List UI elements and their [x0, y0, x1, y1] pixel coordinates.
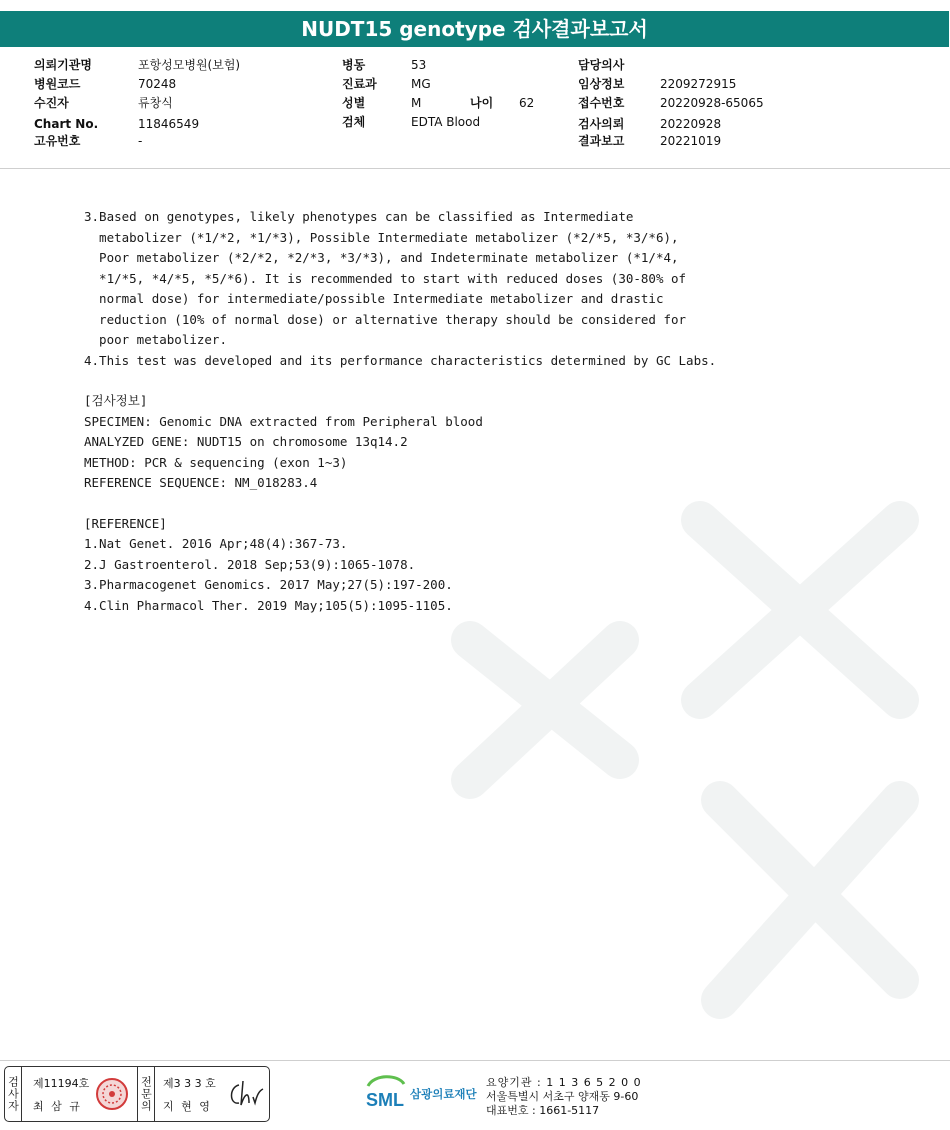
- signature-box: [4, 1066, 270, 1122]
- value-department: MG: [411, 77, 431, 91]
- svg-text:SML: SML: [366, 1090, 404, 1110]
- reference-item: 3.Pharmacogenet Genomics. 2017 May;27(5):197-200.: [84, 577, 453, 592]
- label-clinical-info: 임상정보: [578, 77, 625, 91]
- note-line: poor metabolizer.: [84, 332, 227, 347]
- address: 서울특별시 서초구 양재동 9-60: [486, 1090, 639, 1103]
- value-sex: M: [411, 96, 422, 110]
- label-result-report: 결과보고: [578, 134, 625, 148]
- value-receipt-no: 20220928-65065: [660, 96, 764, 110]
- label-age: 나이: [470, 96, 494, 110]
- value-clinical-info: 2209272915: [660, 77, 737, 91]
- label-hospital-code: 병원코드: [34, 77, 81, 91]
- label-doctor: 담당의사: [578, 58, 625, 72]
- test-info-line: SPECIMEN: Genomic DNA extracted from Peripheral blood: [84, 413, 483, 429]
- note-line: metabolizer (*1/*2, *1/*3), Possible Intermediate metabolizer (*2/*5, *3/*6),: [84, 229, 679, 245]
- value-unique-no: -: [138, 134, 143, 148]
- test-info-line: METHOD: PCR & sequencing (exon 1~3): [84, 454, 348, 470]
- note-line: reduction (10% of normal dose) or alternative therapy should be considered for: [84, 311, 687, 327]
- test-info-line: ANALYZED GENE: NUDT15 on chromosome 13q14.2: [84, 434, 408, 449]
- value-specimen: EDTA Blood: [411, 115, 481, 129]
- note-line: normal dose) for intermediate/possible Intermediate metabolizer and drastic: [84, 291, 664, 306]
- value-test-request: 20220928: [660, 117, 722, 131]
- value-ward: 53: [411, 58, 427, 72]
- label-unique-no: 고유번호: [34, 134, 81, 148]
- doctor-name: 지 현 영: [163, 1100, 212, 1113]
- reference-item: 1.Nat Genet. 2016 Apr;48(4):367-73.: [84, 536, 348, 551]
- note-line: Poor metabolizer (*2/*2, *2/*3, *3/*3), and Indeterminate metabolizer (*1/*4,: [84, 250, 679, 265]
- value-result-report: 20221019: [660, 134, 722, 148]
- note-line: *1/*5, *4/*5, *5/*6). It is recommended to start with reduced doses (30-80% of: [84, 270, 687, 286]
- test-info-block: [84, 391, 914, 494]
- tester-license-no: 제11194호: [33, 1077, 90, 1090]
- institution-code: 요양기관 : 1 1 3 6 5 2 0 0: [486, 1076, 642, 1089]
- test-info-heading: [검사정보]: [84, 393, 148, 408]
- value-age: 62: [519, 96, 535, 110]
- doctor-license-no: 제3 3 3 호: [163, 1077, 216, 1090]
- reference-item: 4.Clin Pharmacol Ther. 2019 May;105(5):1095-1105.: [84, 597, 453, 613]
- label-patient: 수진자: [34, 96, 69, 110]
- label-department: 진료과: [342, 77, 377, 91]
- value-patient: 류창식: [138, 96, 173, 110]
- label-sex: 성별: [342, 96, 366, 110]
- value-requesting-institution: 포항성모병원(보험): [138, 58, 241, 72]
- label-requesting-institution: 의뢰기관명: [34, 58, 92, 72]
- label-ward: 병동: [342, 58, 366, 72]
- header-divider: [0, 168, 950, 169]
- tester-label: 검사자: [5, 1067, 22, 1121]
- label-receipt-no: 접수번호: [578, 96, 625, 110]
- footer: [0, 1060, 950, 1130]
- value-chart-no: 11846549: [138, 117, 200, 131]
- label-chart-no: Chart No.: [34, 117, 99, 131]
- test-info-line: REFERENCE SEQUENCE: NM_018283.4: [84, 475, 318, 490]
- report-body: [84, 207, 914, 616]
- reference-block: [84, 514, 914, 617]
- report-title: NUDT15 genotype 검사결과보고서: [0, 11, 949, 47]
- value-hospital-code: 70248: [138, 77, 177, 91]
- signature-icon: [225, 1075, 267, 1113]
- note-line: 3.Based on genotypes, likely phenotypes can be classified as Intermediate: [84, 209, 634, 224]
- sml-logo-icon: [364, 1072, 408, 1112]
- phone: 대표번호 : 1661-5117: [486, 1104, 600, 1117]
- doctor-label: 전문의: [137, 1067, 155, 1121]
- label-test-request: 검사의뢰: [578, 117, 625, 131]
- label-specimen: 검체: [342, 115, 366, 129]
- org-name: 삼광의료재단: [410, 1087, 477, 1101]
- reference-item: 2.J Gastroenterol. 2018 Sep;53(9):1065-1078.: [84, 556, 416, 572]
- notes-block: [84, 207, 914, 371]
- reference-heading: [REFERENCE]: [84, 515, 167, 531]
- seal-stamp-icon: [95, 1077, 129, 1111]
- note-line: 4.This test was developed and its performance characteristics determined by GC Labs.: [84, 352, 717, 368]
- tester-name: 최 삼 규: [33, 1100, 82, 1113]
